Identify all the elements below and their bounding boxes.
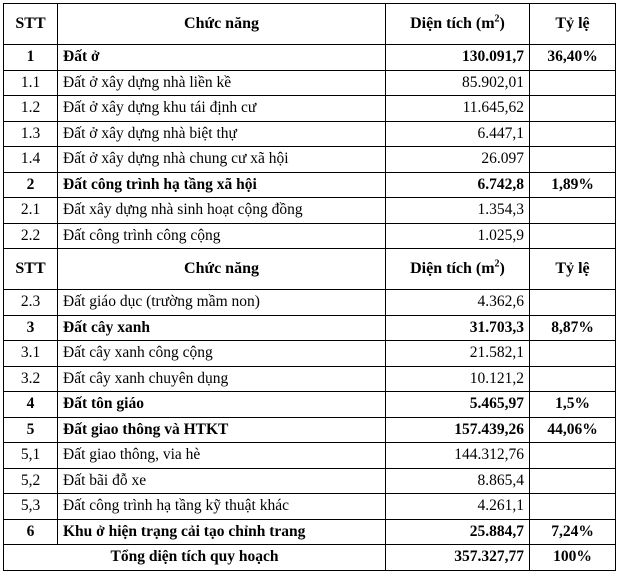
header-function: Chức năng [58,249,386,290]
row-name: Đất giao thông, via hè [58,443,386,469]
header-area: Diện tích $(m^2)$ [386,4,530,45]
table-row [4,519,616,545]
row-name: Đất ở xây dựng khu tái định cư [58,96,386,122]
row-ratio [530,198,616,224]
row-area: 11.645,62 [386,96,530,122]
row-stt: 5,2 [4,468,58,494]
row-name: Đất công trình công cộng [58,223,386,249]
table-row [4,223,616,249]
table-row [4,315,616,341]
row-stt: 1 [4,45,58,71]
header-function: Chức năng [58,4,386,45]
row-area: 21.582,1 [386,341,530,367]
row-name: Đất cây xanh công cộng [58,341,386,367]
row-name: Đất ở xây dựng nhà liền kề [58,70,386,96]
table-row [4,392,616,418]
total-label: Tổng diện tích quy hoạch [4,545,386,571]
row-ratio: 1,89% [530,172,616,198]
table-row [4,468,616,494]
land-use-table [3,3,616,571]
total-area: 357.327,77 [386,545,530,571]
row-stt: 6 [4,519,58,545]
row-area: 157.439,26 [386,417,530,443]
row-area: 26.097 [386,147,530,173]
table-row [4,172,616,198]
table-row [4,96,616,122]
row-stt: 1.4 [4,147,58,173]
row-name: Đất công trình hạ tầng kỹ thuật khác [58,494,386,520]
row-ratio [530,223,616,249]
row-stt: 5,1 [4,443,58,469]
row-stt: 2.2 [4,223,58,249]
row-area: 4.261,1 [386,494,530,520]
row-ratio [530,443,616,469]
row-area: 85.902,01 [386,70,530,96]
row-stt: 1.3 [4,121,58,147]
row-stt: 2 [4,172,58,198]
row-stt: 3.1 [4,341,58,367]
table-header-row-repeat [4,249,616,290]
row-ratio: 8,87% [530,315,616,341]
table-row [4,121,616,147]
row-stt: 3 [4,315,58,341]
row-ratio [530,121,616,147]
row-ratio [530,494,616,520]
row-name: Đất ở xây dựng nhà chung cư xã hội [58,147,386,173]
row-stt: 4 [4,392,58,418]
total-row [4,545,616,571]
row-area: 10.121,2 [386,366,530,392]
row-name: Khu ở hiện trạng cải tạo chỉnh trang [58,519,386,545]
row-area: 6.742,8 [386,172,530,198]
table-row [4,70,616,96]
row-ratio: 36,40% [530,45,616,71]
row-stt: 5 [4,417,58,443]
table-row [4,417,616,443]
row-name: Đất tôn giáo [58,392,386,418]
row-stt: 1.1 [4,70,58,96]
table-row [4,147,616,173]
header-ratio: Tỷ lệ [530,4,616,45]
row-area: 25.884,7 [386,519,530,545]
table-row [4,366,616,392]
table-row [4,341,616,367]
row-stt: 2.1 [4,198,58,224]
row-ratio [530,147,616,173]
row-name: Đất công trình hạ tầng xã hội [58,172,386,198]
table-row [4,443,616,469]
row-name: Đất xây dựng nhà sinh hoạt cộng đồng [58,198,386,224]
row-name: Đất cây xanh [58,315,386,341]
row-area: 1.025,9 [386,223,530,249]
row-name: Đất giao thông và HTKT [58,417,386,443]
row-ratio [530,341,616,367]
table-header-row [4,4,616,45]
header-stt: STT [4,249,58,290]
table-row [4,45,616,71]
row-name: Đất ở xây dựng nhà biệt thự [58,121,386,147]
header-ratio: Tỷ lệ [530,249,616,290]
row-area: 130.091,7 [386,45,530,71]
row-area: 4.362,6 [386,290,530,316]
row-ratio: 7,24% [530,519,616,545]
row-area: 1.354,3 [386,198,530,224]
row-name: Đất ở [58,45,386,71]
row-ratio: 44,06% [530,417,616,443]
row-ratio: 1,5% [530,392,616,418]
row-ratio [530,96,616,122]
row-ratio [530,468,616,494]
row-name: Đất bãi đỗ xe [58,468,386,494]
row-stt: 3.2 [4,366,58,392]
row-area: 144.312,76 [386,443,530,469]
row-area: 6.447,1 [386,121,530,147]
table-row [4,290,616,316]
row-stt: 2.3 [4,290,58,316]
row-name: Đất giáo dục (trường mầm non) [58,290,386,316]
row-area: 5.465,97 [386,392,530,418]
header-stt: STT [4,4,58,45]
row-area: 31.703,3 [386,315,530,341]
total-ratio: 100% [530,545,616,571]
row-area: 8.865,4 [386,468,530,494]
row-name: Đất cây xanh chuyên dụng [58,366,386,392]
row-ratio [530,70,616,96]
row-stt: 1.2 [4,96,58,122]
header-area: Diện tích $(m^2)$ [386,249,530,290]
row-stt: 5,3 [4,494,58,520]
row-ratio [530,290,616,316]
table-row [4,494,616,520]
table-row [4,198,616,224]
row-ratio [530,366,616,392]
